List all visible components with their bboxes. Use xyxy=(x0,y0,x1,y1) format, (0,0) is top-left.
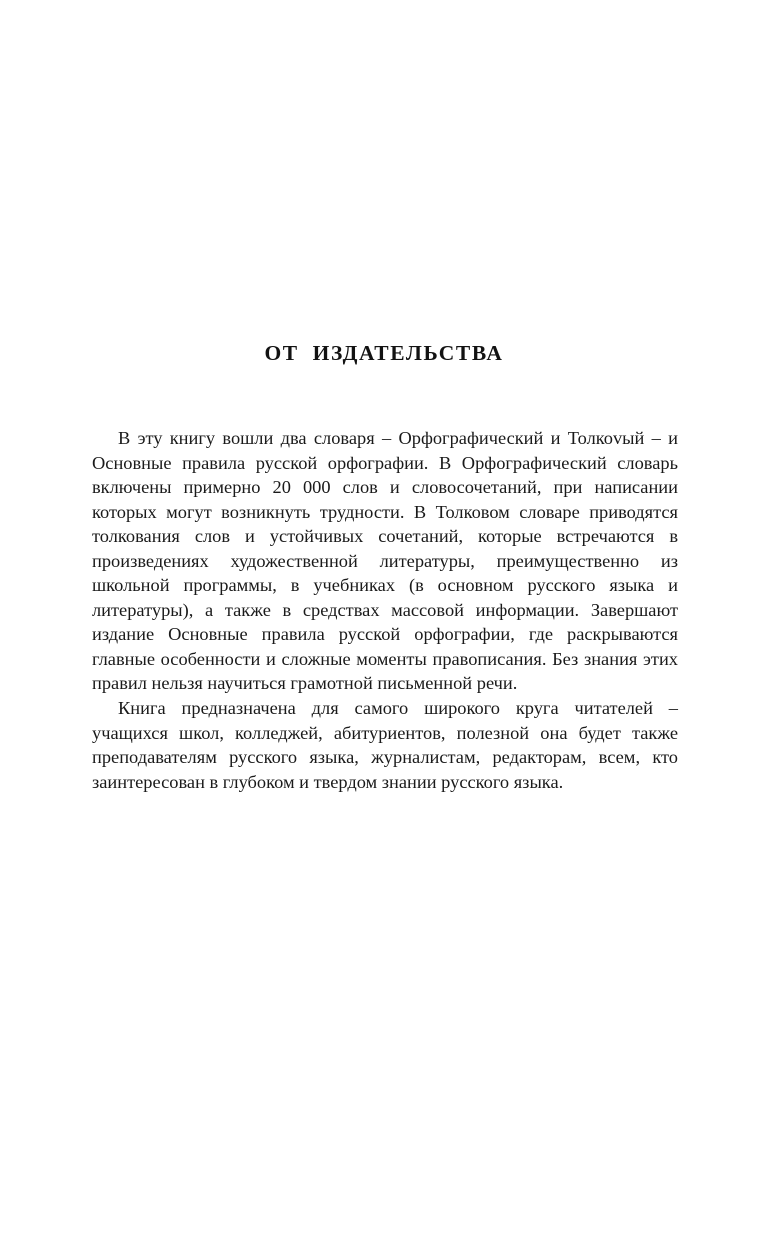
page-title: ОТ ИЗДАТЕЛЬСТВА xyxy=(264,341,504,366)
body-paragraph: В эту книгу вошли два словаря – Орфографический и Толкоvый – и Основные правила русской орфографии. В Орфографический словарь включены примерно 20 000 слов и словосочетаний, при написании которых могут возникнуть трудности. В Толковом словаре приводятся толкования слов и устойчивых сочетаний, которые встречаются в произведениях художественной литературы, преимущественно из школьной программы, в учебниках (в основном русского языка и литературы), а также в средствах массовой информации. Завершают издание Основные правила русской орфографии, где раскрываются главные особенности и сложные моменты правописания. Без знания этих правил нельзя научиться грамотной письменной речи. xyxy=(92,428,678,694)
body-text-block xyxy=(92,426,678,794)
body-paragraph: Книга предназначена для самого широкого круга читателей – учащихся школ, колледжей, абитуриентов, полезной она будет также преподавателям русского языка, журналистам, редакторам, всем, кто заинтересован в глубоком и твердом знании русского языка. xyxy=(92,698,678,792)
